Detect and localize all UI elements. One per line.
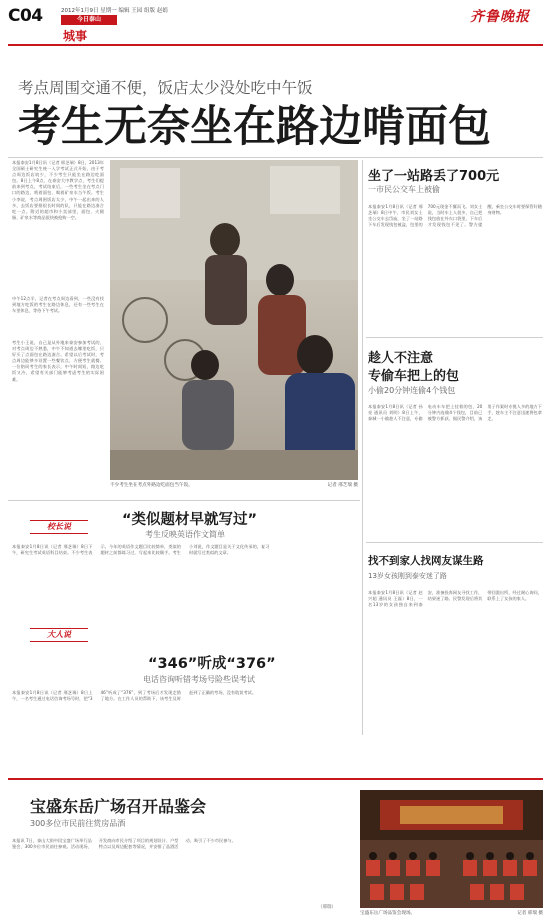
section-tag: 今日泰山 — [61, 15, 117, 25]
job-subhead: 13岁女孩刚到泰安迷了路 — [368, 572, 447, 580]
expo-photo — [360, 790, 543, 908]
photo-illustration — [110, 160, 358, 480]
masthead-logo: 齐鲁晚报 — [470, 9, 530, 25]
thief-headline-2: 专偷车把上的包 — [368, 369, 460, 384]
job-headline: 找不到家人找网友谋生路 — [368, 555, 484, 567]
expo-headline: 宝盛东岳广场召开品鉴会 — [30, 797, 207, 816]
writing-subhead: 考生反映英语作文简单 — [145, 530, 225, 539]
expo-subhead: 300多位市民前往赏房品酒 — [30, 819, 126, 828]
expo-photo-credit: 记者 邢瑞 摄 — [517, 911, 543, 916]
bus-body: 本报泰安1月8日讯（记者 邢芝瑞）8日中午，市民刘女士坐公交车去岱庙，坐了一站路下车后发现钱包被盗，包里的700元现金不翼而飞。刘女士说，当时车上人很多，自己把钱包放在外衣口袋里，下车后才发现钱包不见了。警方提醒，乘坐公交车时要保管好随身财物。 — [368, 204, 542, 228]
main-body-col1: 本报泰安1月8日讯（记者 邢芝瑞）8日，2013年全国硕士研究生统一入学考试正式开始，由于考点周边饭店较少，不少考生只能坐在路边吃面包。8日上午8点，在泰安大中教学点，考生们提前来到考点，考试结束后，一些考生坐在考点门口的路边，啃着面包、喝着矿泉水当午饭。考生小李说，考点周围饭店太少，中午一起出来的人多，去饭店要排很长时间的队，只能在路边凑合吃一点。附近的超市和小卖部里，面包、火腿肠、矿泉水等商品很快被抢购一空。 — [12, 160, 104, 220]
thief-body: 本报泰安1月8日讯（记者 孙亮 通讯员 刘明）8日上午，泰城一小偷趁人不注意，专偷电动车车把上挂着的包，20分钟内连偷4个钱包，目前已被警方抓获。据民警介绍，该男子作案时专挑人多的地方下手，趁车主不注意迅速将包拿走。 — [368, 404, 542, 422]
mishear-subhead: 电话咨询听错考场号险些误考试 — [143, 675, 255, 684]
job-body: 本报泰安1月8日讯（记者 赵兴超 通讯员 王磊）8日，一名13岁的女孩独自来到泰安，准备投奔网友寻找工作，结果迷了路。民警发现后将其带回派出所，经过耐心询问，联系上了女孩的家人。 — [368, 590, 542, 608]
main-body-col1c: 考生小王说，自己是从外地来泰安参加考试的，对考点周边不熟悉，中午不知道去哪里吃饭，只好买了点面包在路边凑合。希望以后考试时，考点周边能够多设置一些餐饮点，方便考生就餐。一位陪同考生的家长表示，中午时间短，路边吃饭又冷，希望有关部门能够考虑考生的实际困难。 — [12, 340, 104, 382]
expo-photo-caption — [360, 910, 543, 916]
tag-principal — [30, 520, 88, 534]
expo-credit-end: （邢瑞） — [318, 905, 336, 910]
mishear-headline: “346”听成“376” — [148, 656, 276, 672]
expo-photo-caption-text: 宝盛东岳广场品鉴会现场。 — [360, 911, 416, 916]
main-photo — [110, 160, 358, 480]
expo-photo-illustration — [360, 790, 543, 908]
bus-subhead: 一市民公交车上被偷 — [368, 185, 440, 194]
main-kicker: 考点周围交通不便，饭店太少没处吃中午饭 — [18, 79, 313, 97]
photo-caption-text: 不少考生坐在考点外路边吃面包当午饭。 — [110, 483, 193, 488]
page-code: C04 — [8, 6, 43, 26]
main-body-col1b: 中午12点半，记者在考点周边看到，一些没有找到地方吃饭的考生在路边休息，还有一些考生在车里休息，等待下午考试。 — [12, 296, 104, 314]
thief-subhead: 小偷20分钟连偷4个钱包 — [368, 386, 456, 395]
mishear-body: 本报泰安1月8日讯（记者 邢芝瑞）8日上午，一名考生通过电话咨询考场号时，把“346”听成了“376”，到了考场后才发现走错了地方。在工作人员的帮助下，该考生及时赶到了正确的考场，没有耽误考试。 — [12, 690, 257, 702]
tag-adult — [30, 628, 88, 642]
main-headline: 考生无奈坐在路边啃面包 — [18, 102, 491, 152]
date-line: 2012年1月9日 星期一 编辑 王园 组版 赵娟 — [61, 8, 168, 14]
writing-headline: “类似题材早就写过” — [122, 512, 258, 528]
writing-body: 本报泰安1月8日讯（记者 邢芝瑞）8日下午，研究生考试英语科目结束。不少考生表示，今年的英语作文题目比较简单，类似的题材之前都练习过，写起来比较顺手。考生小刘说，作文题目是关于文化传承的，复习时就写过类似的文章。 — [12, 544, 270, 556]
page-header — [0, 0, 550, 46]
bus-headline: 坐了一站路丢了700元 — [368, 169, 500, 184]
tag-adult-label: 大人说 — [47, 630, 71, 639]
photo-caption — [110, 482, 358, 488]
thief-headline: 趁人不注意 — [368, 351, 434, 366]
section-title: 城事 — [63, 29, 88, 43]
expo-body: 本报讯 7日，泰山大街中段宝盛广场举行品鉴会，300多位市民前往参观。活动现场，开发商向市民介绍了项目的规划设计、户型特点以及周边配套等情况，并安排了品酒活动，吸引了不少市民参与。 — [12, 838, 236, 850]
tag-principal-label: 校长说 — [47, 522, 71, 531]
photo-credit: 记者 邢芝瑞 摄 — [327, 483, 358, 488]
